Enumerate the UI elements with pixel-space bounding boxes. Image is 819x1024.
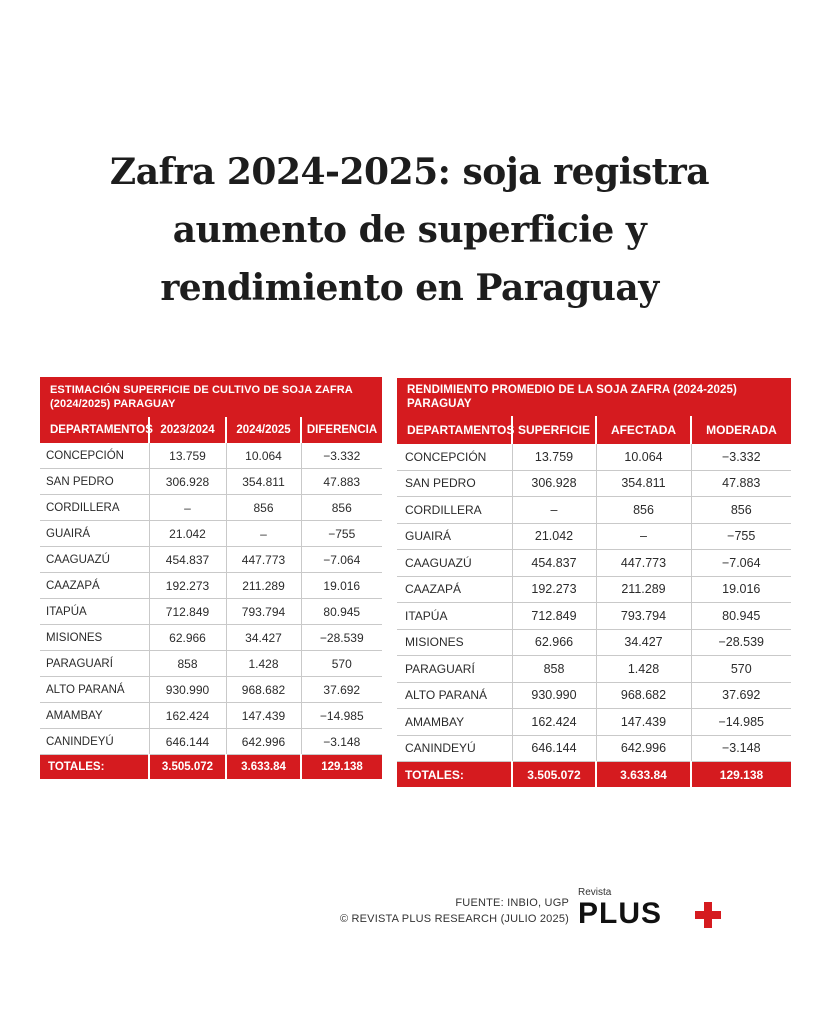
value-cell: 37.692	[301, 677, 382, 703]
title-line-2: aumento de superficie y	[172, 209, 647, 251]
department-cell: CORDILLERA	[397, 497, 512, 524]
table-row	[397, 576, 791, 603]
table-row	[397, 656, 791, 683]
table-row	[40, 495, 382, 521]
page-title	[40, 143, 779, 317]
totals-label: TOTALES:	[40, 755, 149, 780]
value-cell: 646.144	[149, 729, 226, 755]
value-cell: −3.148	[301, 729, 382, 755]
value-cell: 354.811	[596, 470, 691, 497]
value-cell: 10.064	[226, 443, 301, 469]
column-header: DEPARTAMENTOS	[397, 416, 512, 444]
value-cell: –	[512, 497, 596, 524]
surface-estimate-table	[40, 377, 382, 779]
value-cell: −14.985	[301, 703, 382, 729]
table-header-row	[397, 416, 791, 444]
table-row	[40, 625, 382, 651]
value-cell: 642.996	[596, 735, 691, 762]
table-row	[40, 729, 382, 755]
table-row	[40, 521, 382, 547]
value-cell: 47.883	[301, 469, 382, 495]
value-cell: 856	[301, 495, 382, 521]
value-cell: 856	[691, 497, 791, 524]
value-cell: 19.016	[301, 573, 382, 599]
value-cell: 162.424	[149, 703, 226, 729]
value-cell: −755	[301, 521, 382, 547]
value-cell: −14.985	[691, 709, 791, 736]
value-cell: –	[149, 495, 226, 521]
value-cell: 13.759	[149, 443, 226, 469]
department-cell: GUAIRÁ	[397, 523, 512, 550]
value-cell: 968.682	[596, 682, 691, 709]
value-cell: 454.837	[512, 550, 596, 577]
value-cell: 21.042	[149, 521, 226, 547]
totals-row	[40, 755, 382, 780]
yield-average-table	[397, 378, 791, 787]
value-cell: −3.148	[691, 735, 791, 762]
table-row	[397, 497, 791, 524]
source-text: FUENTE: INBIO, UGP	[455, 897, 569, 909]
value-cell: 858	[149, 651, 226, 677]
value-cell: 570	[301, 651, 382, 677]
value-cell: 192.273	[512, 576, 596, 603]
department-cell: MISIONES	[40, 625, 149, 651]
department-cell: PARAGUARÍ	[40, 651, 149, 677]
value-cell: −3.332	[301, 443, 382, 469]
value-cell: 80.945	[691, 603, 791, 630]
value-cell: 62.966	[149, 625, 226, 651]
source-note	[340, 895, 569, 927]
department-cell: CONCEPCIÓN	[40, 443, 149, 469]
value-cell: 642.996	[226, 729, 301, 755]
totals-cell: 3.505.072	[512, 762, 596, 788]
department-cell: PARAGUARÍ	[397, 656, 512, 683]
value-cell: 192.273	[149, 573, 226, 599]
logo-small-text: Revista	[578, 887, 612, 898]
value-cell: 10.064	[596, 444, 691, 470]
table-row	[397, 735, 791, 762]
value-cell: –	[226, 521, 301, 547]
column-header: DIFERENCIA	[301, 417, 382, 443]
value-cell: −28.539	[691, 629, 791, 656]
table-row	[397, 603, 791, 630]
value-cell: −3.332	[691, 444, 791, 470]
value-cell: 570	[691, 656, 791, 683]
column-header: 2023/2024	[149, 417, 226, 443]
department-cell: ITAPÚA	[40, 599, 149, 625]
table-header-row	[40, 417, 382, 443]
column-header: AFECTADA	[596, 416, 691, 444]
table-row	[397, 550, 791, 577]
value-cell: 80.945	[301, 599, 382, 625]
value-cell: 793.794	[596, 603, 691, 630]
table-row	[40, 443, 382, 469]
department-cell: SAN PEDRO	[397, 470, 512, 497]
department-cell: CAAGUAZÚ	[40, 547, 149, 573]
title-line-3: rendimiento en Paraguay	[160, 267, 659, 309]
department-cell: MISIONES	[397, 629, 512, 656]
table-row	[397, 629, 791, 656]
value-cell: −755	[691, 523, 791, 550]
table-row	[397, 682, 791, 709]
table-row	[40, 573, 382, 599]
table-row	[40, 677, 382, 703]
value-cell: 856	[596, 497, 691, 524]
value-cell: 162.424	[512, 709, 596, 736]
department-cell: CAAZAPÁ	[397, 576, 512, 603]
value-cell: −7.064	[691, 550, 791, 577]
value-cell: 211.289	[596, 576, 691, 603]
column-header: 2024/2025	[226, 417, 301, 443]
value-cell: 856	[226, 495, 301, 521]
value-cell: 447.773	[596, 550, 691, 577]
department-cell: CANINDEYÚ	[397, 735, 512, 762]
table-row	[40, 469, 382, 495]
value-cell: 21.042	[512, 523, 596, 550]
value-cell: 793.794	[226, 599, 301, 625]
value-cell: 306.928	[512, 470, 596, 497]
totals-cell: 3.633.84	[596, 762, 691, 788]
value-cell: 1.428	[226, 651, 301, 677]
department-cell: GUAIRÁ	[40, 521, 149, 547]
department-cell: AMAMBAY	[397, 709, 512, 736]
totals-cell: 3.633.84	[226, 755, 301, 780]
table-body	[397, 444, 791, 762]
department-cell: CANINDEYÚ	[40, 729, 149, 755]
value-cell: 354.811	[226, 469, 301, 495]
value-cell: 147.439	[596, 709, 691, 736]
value-cell: 930.990	[512, 682, 596, 709]
department-cell: ALTO PARANÁ	[397, 682, 512, 709]
value-cell: 712.849	[149, 599, 226, 625]
table-row	[397, 470, 791, 497]
revista-plus-logo	[578, 887, 738, 933]
column-header: SUPERFICIE	[512, 416, 596, 444]
department-cell: CAAGUAZÚ	[397, 550, 512, 577]
department-cell: ITAPÚA	[397, 603, 512, 630]
value-cell: 858	[512, 656, 596, 683]
title-line-1: Zafra 2024-2025: soja registra	[109, 151, 710, 193]
department-cell: CAAZAPÁ	[40, 573, 149, 599]
table-body	[40, 443, 382, 755]
value-cell: 147.439	[226, 703, 301, 729]
value-cell: −7.064	[301, 547, 382, 573]
value-cell: −28.539	[301, 625, 382, 651]
value-cell: 306.928	[149, 469, 226, 495]
value-cell: 712.849	[512, 603, 596, 630]
logo-word: PLUS	[578, 897, 663, 930]
totals-row	[397, 762, 791, 788]
value-cell: –	[596, 523, 691, 550]
table-row	[40, 547, 382, 573]
value-cell: 19.016	[691, 576, 791, 603]
department-cell: CORDILLERA	[40, 495, 149, 521]
plus-icon	[695, 902, 721, 928]
table-row	[397, 709, 791, 736]
value-cell: 13.759	[512, 444, 596, 470]
table-row	[397, 523, 791, 550]
copyright-text: © REVISTA PLUS RESEARCH (JULIO 2025)	[339, 913, 569, 925]
table-row	[397, 444, 791, 470]
table-caption: ESTIMACIÓN SUPERFICIE DE CULTIVO DE SOJA ZAFRA (2024/2025) PARAGUAY	[40, 377, 382, 417]
value-cell: 447.773	[226, 547, 301, 573]
column-header: MODERADA	[691, 416, 791, 444]
value-cell: 454.837	[149, 547, 226, 573]
department-cell: CONCEPCIÓN	[397, 444, 512, 470]
value-cell: 47.883	[691, 470, 791, 497]
value-cell: 37.692	[691, 682, 791, 709]
value-cell: 930.990	[149, 677, 226, 703]
department-cell: AMAMBAY	[40, 703, 149, 729]
table-row	[40, 703, 382, 729]
value-cell: 34.427	[226, 625, 301, 651]
value-cell: 211.289	[226, 573, 301, 599]
department-cell: ALTO PARANÁ	[40, 677, 149, 703]
value-cell: 968.682	[226, 677, 301, 703]
value-cell: 34.427	[596, 629, 691, 656]
totals-cell: 129.138	[691, 762, 791, 788]
department-cell: SAN PEDRO	[40, 469, 149, 495]
table-caption: RENDIMIENTO PROMEDIO DE LA SOJA ZAFRA (2024-2025) PARAGUAY	[397, 378, 791, 416]
value-cell: 646.144	[512, 735, 596, 762]
totals-label: TOTALES:	[397, 762, 512, 788]
value-cell: 62.966	[512, 629, 596, 656]
column-header: DEPARTAMENTOS	[40, 417, 149, 443]
totals-cell: 3.505.072	[149, 755, 226, 780]
value-cell: 1.428	[596, 656, 691, 683]
table-row	[40, 651, 382, 677]
totals-cell: 129.138	[301, 755, 382, 780]
table-row	[40, 599, 382, 625]
